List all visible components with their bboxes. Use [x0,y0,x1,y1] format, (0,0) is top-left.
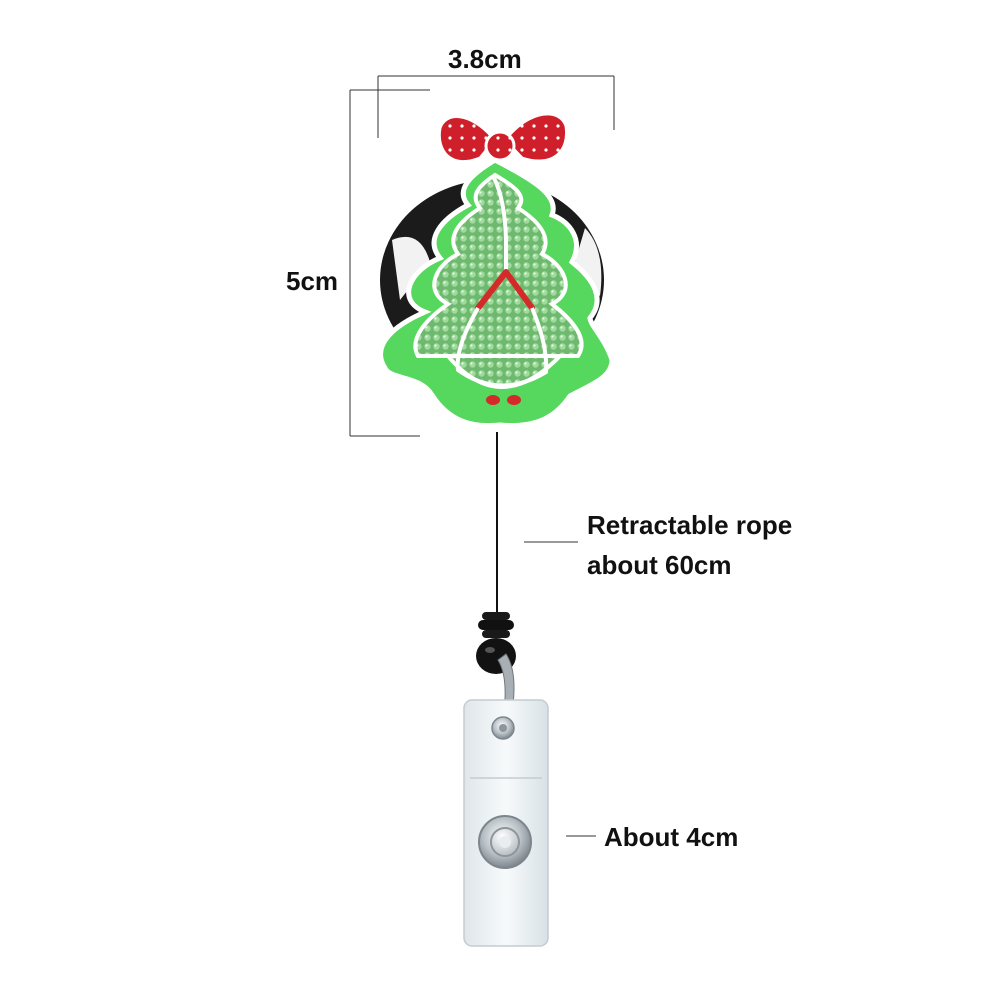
width-dimension-line [378,76,614,138]
height-label: 5cm [286,266,339,296]
rope-length-label [587,505,792,585]
bow [439,114,566,162]
clip-length-label: About 4cm [604,822,739,852]
width-label: 3.8cm [448,44,522,74]
christmas-tree-badge [381,160,612,426]
rope-label-line-2: about 60cm [587,550,732,580]
vinyl-strap [464,700,548,946]
rope-label-line-1: Retractable rope [587,510,793,540]
